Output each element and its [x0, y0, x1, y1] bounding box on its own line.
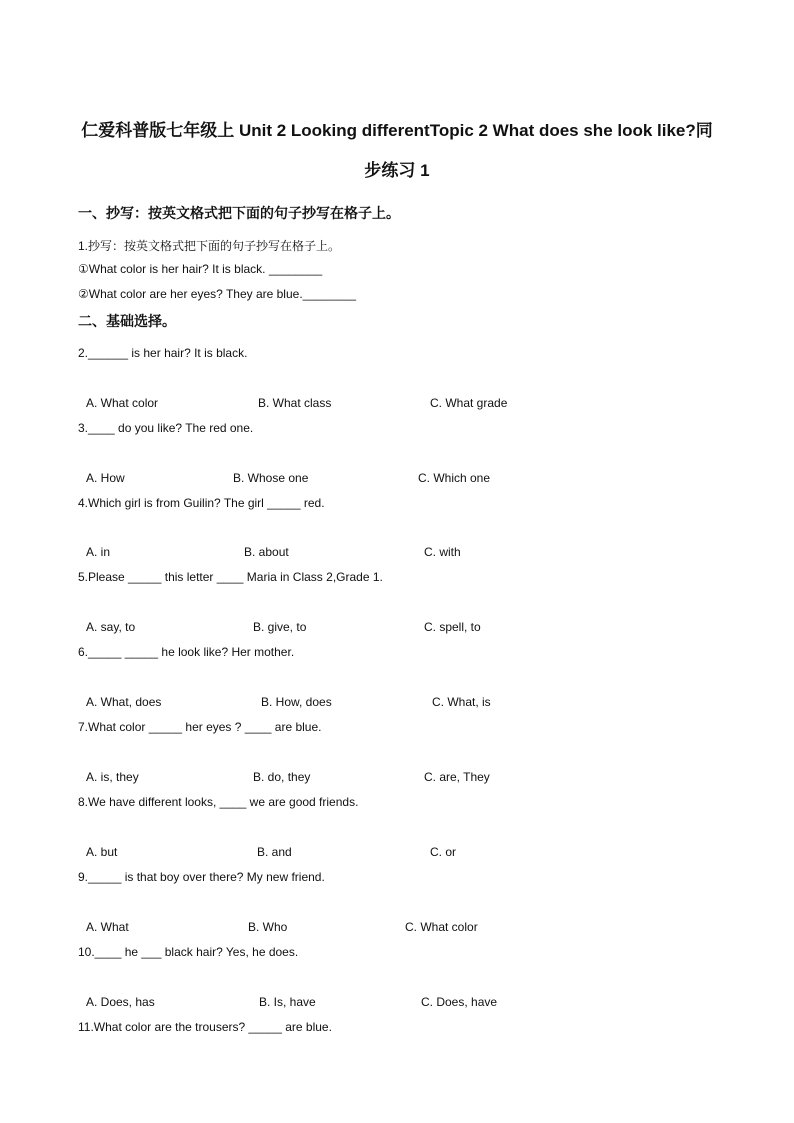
question-3: 3.____ do you like? The red one. — [78, 421, 254, 435]
q5-option-b: B. give, to — [253, 620, 307, 634]
question-8: 8.We have different looks, ____ we are good friends. — [78, 795, 359, 809]
question-1: 1.抄写：按英文格式把下面的句子抄写在格子上。 — [78, 239, 341, 253]
q2-option-c: C. What grade — [430, 396, 508, 410]
section-1-heading: 一、抄写：按英文格式把下面的句子抄写在格子上。 — [78, 205, 400, 221]
q6-option-c: C. What, is — [432, 695, 491, 709]
question-4: 4.Which girl is from Guilin? The girl _____ red. — [78, 496, 325, 510]
copy-sentence-1: ①What color is her hair? It is black. ________ — [78, 262, 323, 276]
q9-option-a: A. What — [86, 920, 129, 934]
copy-sentence-2: ②What color are her eyes? They are blue.________ — [78, 287, 357, 301]
q5-option-c: C. spell, to — [424, 620, 481, 634]
q8-option-c: C. or — [430, 845, 457, 859]
q8-option-b: B. and — [257, 845, 292, 859]
question-10: 10.____ he ___ black hair? Yes, he does. — [78, 945, 299, 959]
q10-option-c: C. Does, have — [421, 995, 498, 1009]
question-11: 11.What color are the trousers? _____ are blue. — [78, 1020, 332, 1034]
q8-option-a: A. but — [86, 845, 118, 859]
q7-option-c: C. are, They — [424, 770, 490, 784]
question-9: 9._____ is that boy over there? My new friend. — [78, 870, 325, 884]
page-title-line-2: 步练习 1 — [364, 161, 430, 180]
q5-option-a: A. say, to — [86, 620, 136, 634]
q3-option-a: A. How — [86, 471, 125, 485]
q2-option-a: A. What color — [86, 396, 159, 410]
q7-option-b: B. do, they — [253, 770, 311, 784]
section-2-heading: 二、基础选择。 — [78, 313, 176, 329]
q6-option-b: B. How, does — [261, 695, 332, 709]
question-6: 6._____ _____ he look like? Her mother. — [78, 645, 295, 659]
q4-option-c: C. with — [424, 545, 461, 559]
q3-option-c: C. Which one — [418, 471, 491, 485]
q9-option-b: B. Who — [248, 920, 288, 934]
q7-option-a: A. is, they — [86, 770, 139, 784]
q2-option-b: B. What class — [258, 396, 332, 410]
page-title-line-1: 仁爱科普版七年级上 Unit 2 Looking differentTopic 2 What does she look like?同 — [81, 121, 713, 140]
q9-option-c: C. What color — [405, 920, 478, 934]
q6-option-a: A. What, does — [86, 695, 162, 709]
q10-option-b: B. Is, have — [259, 995, 316, 1009]
q4-option-b: B. about — [244, 545, 289, 559]
q10-option-a: A. Does, has — [86, 995, 155, 1009]
q3-option-b: B. Whose one — [233, 471, 309, 485]
question-7: 7.What color _____ her eyes ? ____ are blue. — [78, 720, 322, 734]
q4-option-a: A. in — [86, 545, 111, 559]
question-5: 5.Please _____ this letter ____ Maria in Class 2,Grade 1. — [78, 570, 383, 584]
question-2: 2.______ is her hair? It is black. — [78, 346, 248, 360]
